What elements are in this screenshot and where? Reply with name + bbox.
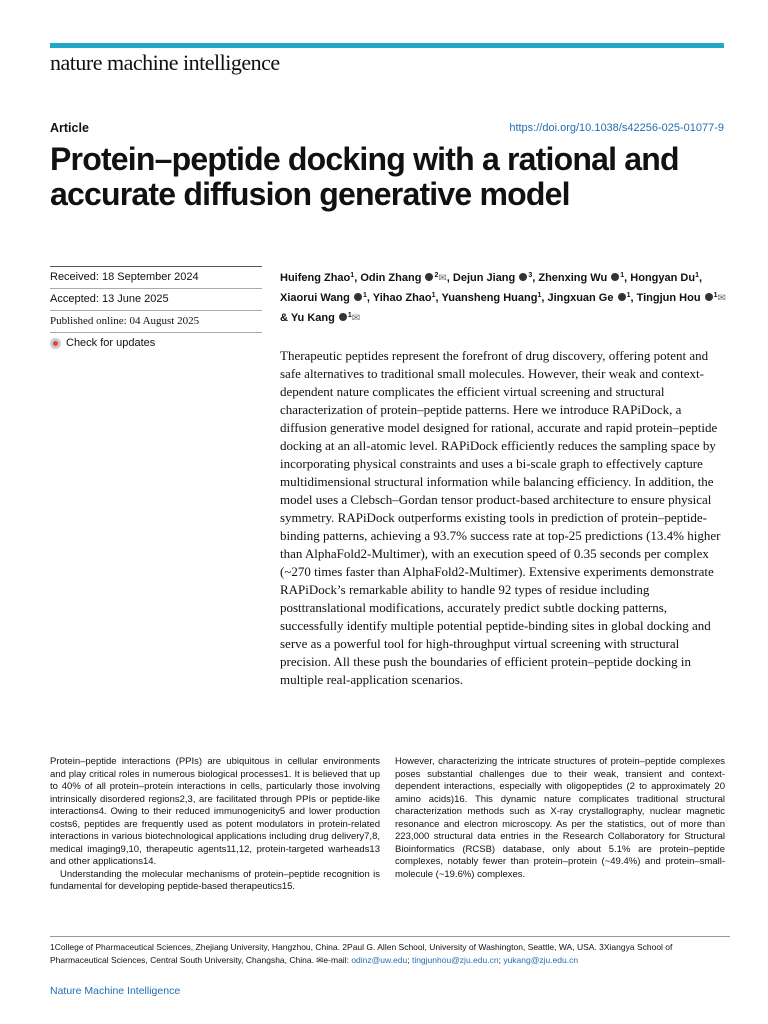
article-type-label: Article (50, 121, 89, 135)
article-dates-panel (50, 266, 262, 354)
received-date: Received: 18 September 2024 (50, 266, 262, 288)
author-name[interactable]: Odin Zhang (360, 272, 422, 284)
author-list: Huifeng Zhao$^1$, Odin Zhang $^2$✉, Dejun Jiang $^3$, Zhenxing Wu $^1$, Hongyan Du$^1$, Xiaorui Wang $^1$, Yihao Zhao$^1$, Yuansheng Huang$^1$, Jingxuan Ge $^1$, Tingjun Hou $^1$✉ & Yu Kang $^1$✉ (280, 272, 726, 324)
author-name[interactable]: Dejun Jiang (452, 272, 516, 284)
crossmark-icon (50, 338, 61, 349)
body-column-right (395, 756, 725, 881)
author-name[interactable]: Hongyan Du (630, 272, 696, 284)
article-title: Protein–peptide docking with a rational and accurate diffusion generative model (50, 141, 679, 212)
email-link[interactable]: tingjunhou@zju.edu.cn (411, 955, 499, 965)
orcid-icon[interactable] (618, 293, 626, 301)
email-icon[interactable]: ✉ (438, 273, 447, 284)
journal-name[interactable]: nature machine intelligence (50, 50, 280, 75)
check-for-updates-label: Check for updates (66, 337, 156, 349)
orcid-icon[interactable] (519, 273, 527, 281)
orcid-icon[interactable] (425, 273, 433, 281)
body-column-left (50, 756, 380, 894)
author-name[interactable]: Jingxuan Ge (547, 292, 614, 304)
author-name[interactable]: Zhenxing Wu (538, 272, 608, 284)
published-date: Published online: 04 August 2025 (50, 310, 262, 332)
affiliations-footnote: 1College of Pharmaceutical Sciences, Zhejiang University, Hangzhou, China. 2Paul G. Allen School, University of Washington, Seattle, WA, USA. 3Xiangya School of Pharmaceutical Sciences, Central South University, Changsha, China. ✉e-mail: odinz@uw.edu; tingjunhou@zju.edu.cn; yukang@zju.edu.cn (50, 936, 730, 967)
body-paragraph: Understanding the molecular mechanisms of protein–peptide recognition is fundamental for developing peptide-based therapeutics15. (50, 868, 380, 892)
doi-link[interactable]: https://doi.org/10.1038/s42256-025-01077-9 (509, 122, 724, 134)
author-name[interactable]: Huifeng Zhao (280, 272, 351, 284)
orcid-icon[interactable] (705, 293, 713, 301)
body-paragraph: Protein–peptide interactions (PPIs) are ubiquitous in cellular environments and play critical roles in numerous biological processes1. It is believed that up to 40% of all protein–protein interactions in cells, particularly those involving intrinsically disordered regions2,3, are facilitated through PPIs or peptide-like interactions4. Owing to their reduced immunogenicity5 and lower production costs6, peptides are frequently used as potent modulators in protein-related interactions in various biotechnological applications including drug delivery7,8, medical imaging9,10, therapeutic agents11,12, protein-targeted warheads13 and other applications14. (50, 756, 380, 867)
email-link[interactable]: odinz@uw.edu (351, 955, 408, 965)
body-paragraph: However, characterizing the intricate structures of protein–peptide complexes poses substantial challenges due to their weak, transient and context-dependent interactions, especially with oligopeptides (2 to approximately 20 amino acids)16. This dynamic nature complicates traditional structural characterization methods such as X-ray crystallography, nuclear magnetic resonance and electron microscopy. As per the statistics, out of more than 223,000 structural data entries in the Research Collaboratory for Structural Bioinformatics (RCSB) database, only about 5.1% are protein–peptide complexes, notably fewer than protein–protein (~49.4%) and protein–small-molecule (~19.6%) complexes. (395, 756, 725, 880)
email-icon[interactable]: ✉ (351, 313, 361, 324)
author-name[interactable]: Yu Kang (290, 312, 335, 324)
author-name[interactable]: Yuansheng Huang (441, 292, 538, 304)
abstract: Therapeutic peptides represent the forefront of drug discovery, offering potent and safe alternatives to traditional small molecules. However, their weak and context-dependent nature complicates the efficient virtual screening and structural characterization of protein–peptide patterns. Here we introduce RAPiDock, a diffusion generative model designed for rational, accurate and rapid protein–peptide docking at an all-atomic level. RAPiDock efficiently reduces the sampling space by incorporating physical constraints and uses a bi-scale graph to effectively capture multidimensional structural information while balancing efficiency. In addition, the model uses a Clebsch–Gordan tensor product-based architecture to ensure physical symmetry. RAPiDock outperforms existing tools in prediction of protein–peptide-binding patterns, achieving a 93.7% success rate at top-25 predictions (13.4% higher than AlphaFold2-Multimer), with an execution speed of 0.35 seconds per complex (~270 times faster than AlphaFold2-Multimer). Extensive experiments demonstrate RAPiDock’s remarkable ability to handle 92 types of residue including posttranslational modifications, accurately predict subtle docking patterns, successfully identify multiple potential peptide-binding sites in global docking and serve as a powerful tool for high-throughput virtual screening with structural precision. All these push the boundaries of efficient protein–peptide docking in multiple real-application scenarios. (280, 348, 721, 687)
orcid-icon[interactable] (339, 313, 347, 321)
email-link[interactable]: yukang@zju.edu.cn (503, 955, 579, 965)
check-for-updates-button[interactable] (50, 332, 262, 354)
accepted-date: Accepted: 13 June 2025 (50, 288, 262, 310)
footer-journal-name[interactable]: Nature Machine Intelligence (50, 985, 181, 997)
author-name[interactable]: Tingjun Hou (636, 292, 701, 304)
affiliations-text: 1College of Pharmaceutical Sciences, Zhejiang University, Hangzhou, China. 2Paul G. Allen School, University of Washington, Seattle, WA, USA. 3Xiangya School of Pharmaceutical Sciences, Central South University, Changsha, China. ✉e-mail: (50, 942, 673, 965)
journal-accent-bar (50, 43, 724, 48)
orcid-icon[interactable] (354, 293, 362, 301)
author-name[interactable]: Yihao Zhao (372, 292, 432, 304)
orcid-icon[interactable] (611, 273, 619, 281)
author-name[interactable]: Xiaorui Wang (280, 292, 350, 304)
email-icon[interactable]: ✉ (717, 293, 726, 304)
